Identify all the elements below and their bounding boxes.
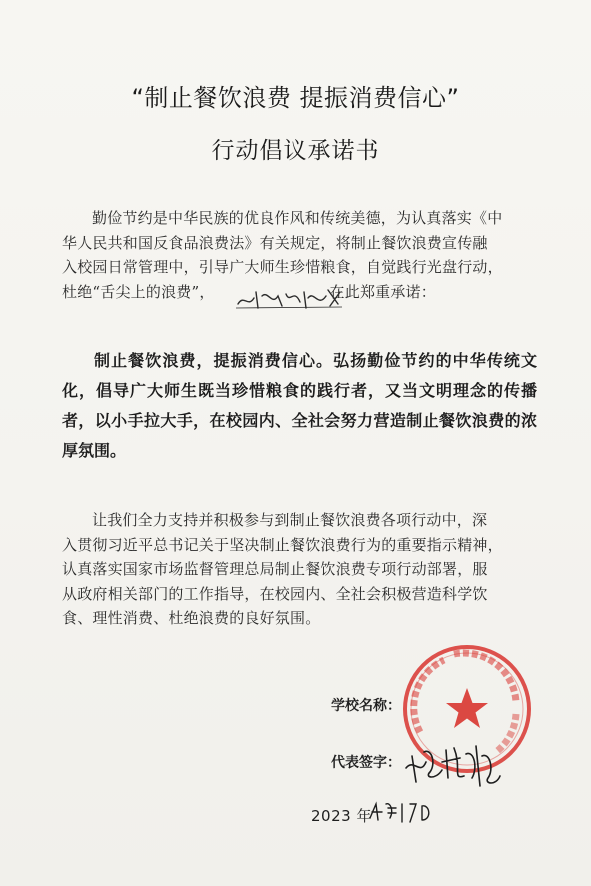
document-subtitle: 行动倡议承诺书 [211, 138, 380, 164]
action-line-5: 食、理性消费、杜绝浪费的良好氛围。 [62, 609, 321, 627]
action-line-3: 认真落实国家市场监督管理总局制止餐饮浪费专项行动部署，服 [62, 560, 488, 578]
date-line [311, 805, 372, 826]
document-title: “制止餐饮浪费 提振消费信心” [131, 84, 460, 112]
handwritten-date [366, 798, 436, 826]
intro-line-4-end: 在此郑重承诺： [329, 282, 436, 301]
action-line-4: 从政府相关部门的工作指导，在校园内、全社会积极营造科学饮 [62, 584, 488, 603]
intro-line-4-start: 杜绝“舌尖上的浪费”， [62, 282, 215, 301]
intro-line-2: 华人民共和国反食品浪费法》有关规定，将制止餐饮浪费宣传融 [62, 233, 488, 252]
intro-line-1: 勤俭节约是中华民族的优良作风和传统美德，为认真落实《中 [92, 209, 503, 227]
action-line-2: 入贯彻习近平总书记关于坚决制止餐饮浪费行为的重要指示精神， [62, 535, 503, 554]
paragraph-pledge: 制止餐饮浪费，提振消费信心。弘扬勤俭节约的中华传统文化，倡导广大师生既当珍惜粮食的践行者，又当文明理念的传播者，以小手拉大手，在校园内、全社会努力营造制止餐饮浪费的浓厚氛围。 [62, 351, 537, 460]
action-line-1: 让我们全力支持并积极参与到制止餐饮浪费各项行动中，深 [92, 511, 488, 529]
date-year: 2023 年 [311, 807, 372, 825]
representative-signature-label: 代表签字： [331, 755, 401, 771]
handwritten-signature [402, 728, 502, 794]
handwritten-school-name [234, 286, 344, 312]
school-name-label: 学校名称： [331, 698, 401, 714]
paragraph-action [62, 508, 532, 631]
intro-line-3: 入校园日常管理中，引导广大师生珍惜粮食，自觉践行光盘行动， [62, 258, 503, 276]
